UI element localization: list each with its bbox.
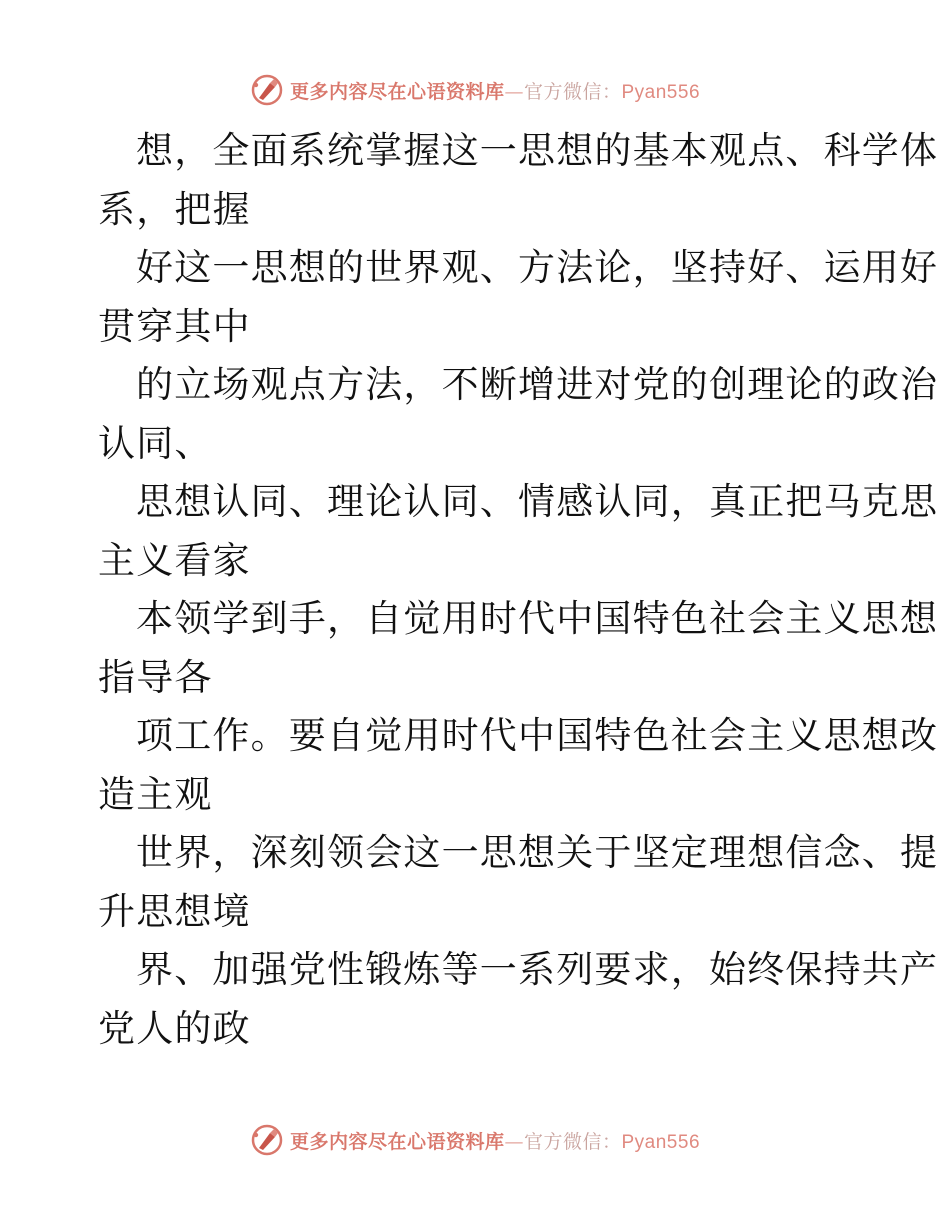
body-line: 世界，深刻领会这一思想关于坚定理想信念、提: [136, 831, 939, 874]
body-line: 本领学到手，自觉用时代中国特色社会主义思想: [136, 597, 939, 640]
pen-nib-logo-icon: [250, 1123, 284, 1157]
header-banner: [0, 70, 950, 110]
footer-wechat-id: Pyan556: [621, 1131, 701, 1153]
body-line: 思想认同、理论认同、情感认同，真正把马克思: [136, 480, 939, 523]
body-line: 主义看家: [98, 538, 251, 582]
body-line: 指导各: [98, 655, 213, 699]
body-line: 党人的政: [98, 1006, 251, 1050]
body-line: 界、加强党性锻炼等一系列要求，始终保持共产: [136, 948, 939, 991]
body-line: 造主观: [98, 772, 213, 816]
header-banner-text: [290, 77, 700, 104]
document-body: [98, 122, 939, 1058]
footer-wechat-label: 官方微信：: [523, 1130, 622, 1153]
body-line: 好这一思想的世界观、方法论，坚持好、运用好: [136, 246, 939, 289]
body-line: 贯穿其中: [98, 304, 251, 348]
header-wechat-id: Pyan556: [621, 81, 701, 103]
body-line: 认同、: [98, 421, 213, 465]
footer-dash: —: [504, 1130, 524, 1153]
header-wechat-label: 官方微信：: [523, 80, 622, 103]
footer-banner-text: [290, 1127, 700, 1154]
header-dash: —: [504, 80, 524, 103]
footer-banner: [0, 1120, 950, 1160]
pen-nib-logo-icon: [250, 73, 284, 107]
body-line: 想，全面系统掌握这一思想的基本观点、科学体: [136, 129, 939, 172]
footer-site-text: 更多内容尽在心语资料库: [289, 1130, 505, 1153]
header-site-text: 更多内容尽在心语资料库: [289, 80, 505, 103]
body-line: 项工作。要自觉用时代中国特色社会主义思想改: [136, 714, 939, 757]
body-line: 的立场观点方法，不断增进对党的创理论的政治: [136, 363, 939, 406]
body-line: 升思想境: [98, 889, 251, 933]
body-line: 系，把握: [98, 187, 251, 231]
